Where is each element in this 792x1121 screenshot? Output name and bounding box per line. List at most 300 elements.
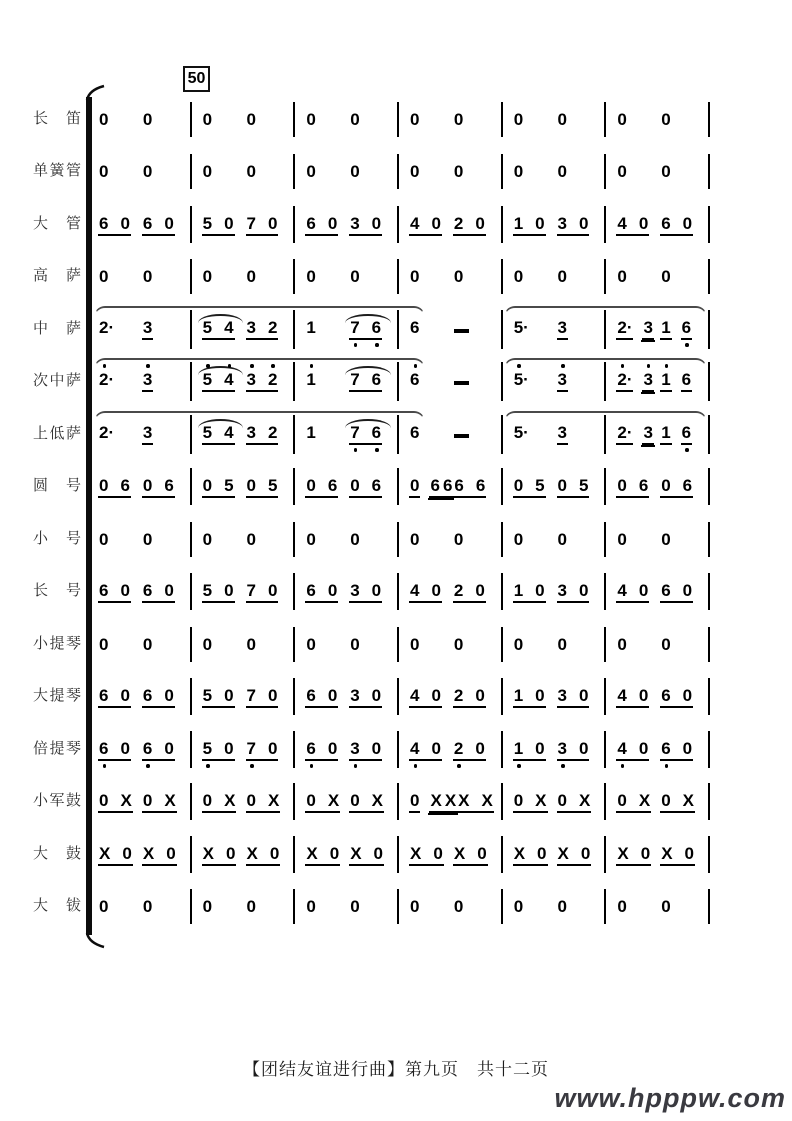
note-group xyxy=(660,319,671,340)
note: 0 xyxy=(513,109,524,129)
note: 2· xyxy=(617,422,633,442)
note: 6 xyxy=(120,476,130,496)
measure-3 xyxy=(295,522,399,557)
note: 0 xyxy=(638,686,649,706)
note: 4 xyxy=(224,370,234,390)
note: 0 xyxy=(638,738,649,758)
measure-2 xyxy=(192,678,296,715)
staff-soprano-sax xyxy=(88,259,710,294)
note-group xyxy=(202,424,235,445)
measure-3 xyxy=(295,573,399,610)
note: 6 xyxy=(99,581,109,601)
measure-6 xyxy=(606,468,710,505)
measure-2 xyxy=(192,783,296,820)
note: 6 xyxy=(430,476,440,496)
note-group xyxy=(660,371,671,392)
note: 0 xyxy=(453,267,464,287)
note: 3 xyxy=(557,738,567,758)
instrument-label-double-bass: 倍提琴 xyxy=(33,740,81,757)
note: 6 xyxy=(410,422,420,442)
beat xyxy=(616,898,660,917)
note: 0 xyxy=(329,843,340,863)
staff-tenor-sax xyxy=(88,362,710,401)
staff-double-bass xyxy=(88,731,710,768)
note: 0 xyxy=(99,897,109,917)
note: 0 xyxy=(617,897,627,917)
beat xyxy=(513,111,557,130)
instrument-label-bass-drum: 大鼓 xyxy=(33,845,81,862)
note: 6 xyxy=(371,317,382,337)
note: X xyxy=(224,791,236,811)
note: 0 xyxy=(350,267,360,287)
note: 0 xyxy=(202,109,213,129)
note: 3 xyxy=(246,370,256,390)
measure-6 xyxy=(606,206,710,243)
note-group xyxy=(681,319,692,340)
note: 0 xyxy=(475,581,485,601)
measure-5 xyxy=(503,731,607,768)
note-group xyxy=(305,845,340,866)
beat xyxy=(457,792,497,813)
note-group xyxy=(409,424,420,443)
note: X xyxy=(430,791,442,811)
note-group xyxy=(513,111,524,130)
note-group xyxy=(142,582,175,603)
measure-3 xyxy=(295,836,399,873)
note: 6 xyxy=(681,317,692,337)
note: 0 xyxy=(246,634,256,654)
note-group xyxy=(513,582,546,603)
note: 0 xyxy=(142,791,153,811)
note: 2· xyxy=(99,370,115,390)
measure-3 xyxy=(295,468,399,505)
note: 5 xyxy=(202,213,213,233)
note-group xyxy=(616,424,633,445)
beat xyxy=(246,687,290,708)
measure-4 xyxy=(399,627,503,662)
note-group xyxy=(305,792,340,813)
note-group xyxy=(660,792,695,813)
note-group xyxy=(513,898,524,917)
beat xyxy=(660,792,704,813)
note-group xyxy=(453,163,464,182)
beat xyxy=(142,215,186,236)
note-group xyxy=(246,371,279,392)
beat xyxy=(202,792,246,813)
measure-1 xyxy=(88,468,192,505)
note: 0 xyxy=(306,897,316,917)
beat xyxy=(453,268,497,287)
note-group xyxy=(202,319,235,340)
beat xyxy=(98,268,142,287)
note-group xyxy=(409,268,420,287)
measure-4 xyxy=(399,522,503,557)
note: X xyxy=(453,843,466,863)
beat xyxy=(616,845,660,866)
beat xyxy=(557,111,601,130)
measure-1 xyxy=(88,259,192,294)
note-group xyxy=(409,531,420,550)
note: 5 xyxy=(579,476,589,496)
note-group xyxy=(202,163,213,182)
measure-2 xyxy=(192,206,296,243)
note: 0 xyxy=(661,897,671,917)
beat xyxy=(98,477,142,498)
note: 6 xyxy=(306,738,316,758)
beat xyxy=(409,163,453,182)
beat xyxy=(98,898,142,917)
note: 0 xyxy=(350,897,360,917)
beat xyxy=(305,215,349,236)
note-group xyxy=(409,792,420,813)
measure-5 xyxy=(503,259,607,294)
note: 0 xyxy=(269,843,280,863)
note-group xyxy=(616,582,649,603)
note: 6 xyxy=(142,686,153,706)
note-group xyxy=(429,792,457,813)
beat xyxy=(305,163,349,182)
note: 5 xyxy=(224,476,234,496)
note-group xyxy=(616,687,649,708)
score-row-bass-drum xyxy=(0,828,792,881)
note: 6 xyxy=(681,370,692,390)
note-group xyxy=(409,898,420,917)
note: 0 xyxy=(410,529,420,549)
instrument-label-tenor-sax: 次中萨 xyxy=(33,373,81,390)
measure-4 xyxy=(399,836,503,873)
note-group xyxy=(513,845,548,866)
note-group xyxy=(142,111,153,130)
beat xyxy=(142,424,186,445)
beat xyxy=(513,268,557,287)
note-group xyxy=(98,687,131,708)
note: 0 xyxy=(557,267,567,287)
note-group xyxy=(246,845,281,866)
note: 6 xyxy=(306,686,316,706)
staff-alto-sax xyxy=(88,310,710,349)
note: 6 xyxy=(371,370,382,390)
note: 0 xyxy=(617,109,627,129)
beat xyxy=(142,636,186,655)
measure-1 xyxy=(88,206,192,243)
note: 3 xyxy=(142,317,153,337)
beat xyxy=(202,477,246,498)
measure-6 xyxy=(606,573,710,610)
note-group xyxy=(246,111,257,130)
score-row-alto-sax xyxy=(0,303,792,356)
measure-5 xyxy=(503,889,607,924)
staff-bassoon xyxy=(88,206,710,243)
note-group xyxy=(513,740,546,761)
beat xyxy=(453,582,497,603)
note: 0 xyxy=(164,686,174,706)
beat xyxy=(246,319,290,340)
beat xyxy=(305,687,349,708)
note-group xyxy=(202,477,235,498)
note: 0 xyxy=(202,791,213,811)
note: 0 xyxy=(224,581,234,601)
note: 0 xyxy=(557,791,567,811)
note-group xyxy=(642,371,653,392)
note-group xyxy=(453,898,464,917)
note: 0 xyxy=(350,791,360,811)
instrument-label-cello: 大提琴 xyxy=(33,688,81,705)
measure-2 xyxy=(192,522,296,557)
note-group xyxy=(660,845,695,866)
note-group xyxy=(513,531,524,550)
note: 0 xyxy=(453,109,464,129)
note-group xyxy=(246,582,279,603)
measure-6 xyxy=(606,522,710,557)
note-group xyxy=(98,477,131,498)
note-group xyxy=(660,424,671,445)
measure-4 xyxy=(399,783,503,820)
note: 0 xyxy=(638,213,649,233)
note-group xyxy=(409,845,444,866)
note-group xyxy=(142,636,153,655)
note: 3 xyxy=(350,738,360,758)
beat xyxy=(98,319,142,338)
note: X xyxy=(306,843,318,863)
note-group xyxy=(616,111,627,130)
note-group xyxy=(246,163,257,182)
note: 4 xyxy=(410,213,420,233)
note: 6 xyxy=(661,738,671,758)
note-group xyxy=(98,371,115,390)
note-group xyxy=(202,582,235,603)
note: 3 xyxy=(557,581,567,601)
beat xyxy=(349,898,393,917)
beat xyxy=(202,531,246,550)
note-group xyxy=(409,477,420,498)
note: 5· xyxy=(513,422,529,442)
beat xyxy=(246,424,290,445)
beat xyxy=(453,636,497,655)
note: 0 xyxy=(557,897,567,917)
note-group xyxy=(142,163,153,182)
beat xyxy=(246,111,290,130)
note: 0 xyxy=(661,529,671,549)
note: 0 xyxy=(410,476,420,496)
note: 0 xyxy=(579,213,589,233)
note-group xyxy=(642,424,653,445)
measure-6 xyxy=(606,627,710,662)
note-group xyxy=(616,215,649,236)
beat xyxy=(202,268,246,287)
note: 0 xyxy=(513,162,524,182)
note: 0 xyxy=(164,581,174,601)
note: 6 xyxy=(681,422,692,442)
beat xyxy=(305,792,349,813)
note: 6 xyxy=(661,213,671,233)
note: 0 xyxy=(306,162,316,182)
note: 0 xyxy=(453,529,464,549)
beat xyxy=(616,740,660,761)
beat xyxy=(557,687,601,708)
staff-cello xyxy=(88,678,710,715)
note: 0 xyxy=(475,213,485,233)
note-group xyxy=(202,531,213,550)
note-group xyxy=(616,371,633,392)
beat xyxy=(98,740,142,761)
measure-2 xyxy=(192,102,296,137)
note: 0 xyxy=(410,634,420,654)
note: 6 xyxy=(410,317,420,337)
staff-baritone-sax xyxy=(88,415,710,454)
note: 0 xyxy=(142,634,153,654)
note: 0 xyxy=(557,162,567,182)
note: 0 xyxy=(617,162,627,182)
note: 0 xyxy=(224,686,234,706)
measure-5 xyxy=(503,678,607,715)
note-group xyxy=(305,531,316,550)
note-group xyxy=(660,740,693,761)
note-group xyxy=(305,740,338,761)
beat xyxy=(202,215,246,236)
measure-3 xyxy=(295,678,399,715)
watermark-url: www.hpppw.com xyxy=(554,1083,786,1113)
note: 4 xyxy=(410,581,420,601)
beat xyxy=(142,371,186,392)
note: 0 xyxy=(202,634,213,654)
note-group xyxy=(557,792,592,813)
measure-4 xyxy=(399,678,503,715)
note: 0 xyxy=(306,634,316,654)
beat xyxy=(513,740,557,761)
note: 0 xyxy=(327,738,338,758)
instrument-label-violin: 小提琴 xyxy=(33,635,81,652)
note: 1 xyxy=(513,213,524,233)
note: 0 xyxy=(513,529,524,549)
note-group xyxy=(681,424,692,445)
score-row-double-bass xyxy=(0,723,792,776)
note-group xyxy=(98,740,131,761)
note: 0 xyxy=(371,213,382,233)
instrument-label-trombone: 长号 xyxy=(33,583,81,600)
note: 3 xyxy=(557,370,567,390)
note: 0 xyxy=(410,897,420,917)
note-group xyxy=(660,215,693,236)
note: 6 xyxy=(682,476,693,496)
beat xyxy=(453,531,497,550)
beat xyxy=(513,215,557,236)
note-group xyxy=(202,740,235,761)
beat xyxy=(409,687,453,708)
note-group xyxy=(409,319,420,338)
note-group xyxy=(305,477,338,498)
beat xyxy=(409,636,453,655)
note: 0 xyxy=(306,529,316,549)
note-group xyxy=(616,531,627,550)
beat xyxy=(616,268,660,287)
note-group xyxy=(557,268,568,287)
beat xyxy=(409,268,453,287)
measure-5 xyxy=(503,836,607,873)
note-group xyxy=(349,531,360,550)
note: 2 xyxy=(267,370,278,390)
note-group xyxy=(349,898,360,917)
note-group xyxy=(557,845,592,866)
note: 7 xyxy=(246,581,256,601)
note: 3 xyxy=(557,686,567,706)
measure-5 xyxy=(503,154,607,189)
note-group xyxy=(513,215,546,236)
note-group xyxy=(453,636,464,655)
note: 0 xyxy=(202,897,213,917)
note: 0 xyxy=(617,267,627,287)
beat xyxy=(349,268,393,287)
beat xyxy=(409,740,453,761)
note: 6 xyxy=(99,686,109,706)
beat xyxy=(513,371,557,390)
note: 0 xyxy=(682,738,693,758)
measure-5 xyxy=(503,522,607,557)
note: 4 xyxy=(617,581,627,601)
note: X xyxy=(142,843,155,863)
note-group xyxy=(349,582,382,603)
note: 0 xyxy=(226,843,236,863)
note-group xyxy=(142,477,175,498)
beat xyxy=(660,687,704,708)
note-group xyxy=(246,268,257,287)
score-row-tenor-sax xyxy=(0,356,792,409)
note-group xyxy=(513,636,524,655)
note: 0 xyxy=(120,738,130,758)
note: 5· xyxy=(513,370,529,390)
beat xyxy=(98,215,142,236)
note: 3 xyxy=(557,422,567,442)
beat xyxy=(409,215,453,236)
note-group xyxy=(557,163,568,182)
note: 1 xyxy=(306,422,316,442)
measure-1 xyxy=(88,627,192,662)
measure-1 xyxy=(88,522,192,557)
beat xyxy=(660,636,704,655)
beat xyxy=(513,163,557,182)
note-group xyxy=(142,740,175,761)
note-group xyxy=(557,477,590,498)
note-group xyxy=(98,163,109,182)
beat xyxy=(98,531,142,550)
note: 6 xyxy=(661,686,671,706)
note-group xyxy=(142,687,175,708)
beat xyxy=(513,898,557,917)
note: 0 xyxy=(142,897,153,917)
measure-3 xyxy=(295,102,399,137)
note-group xyxy=(513,163,524,182)
measure-6 xyxy=(606,783,710,820)
staff-snare-drum xyxy=(88,783,710,820)
note: 0 xyxy=(557,634,567,654)
note: 0 xyxy=(638,581,649,601)
note-group xyxy=(305,111,316,130)
note: 0 xyxy=(579,738,589,758)
note: 0 xyxy=(431,581,441,601)
beat xyxy=(98,163,142,182)
beat xyxy=(660,215,704,236)
score-row-flute xyxy=(0,93,792,146)
beat xyxy=(409,371,453,390)
beat xyxy=(142,792,186,813)
note: 5 xyxy=(202,317,213,337)
note-group xyxy=(409,582,442,603)
note: 4 xyxy=(617,213,627,233)
note: 0 xyxy=(661,162,671,182)
beat xyxy=(142,268,186,287)
measure-6 xyxy=(606,731,710,768)
beat xyxy=(98,111,142,130)
note-group xyxy=(349,424,382,445)
